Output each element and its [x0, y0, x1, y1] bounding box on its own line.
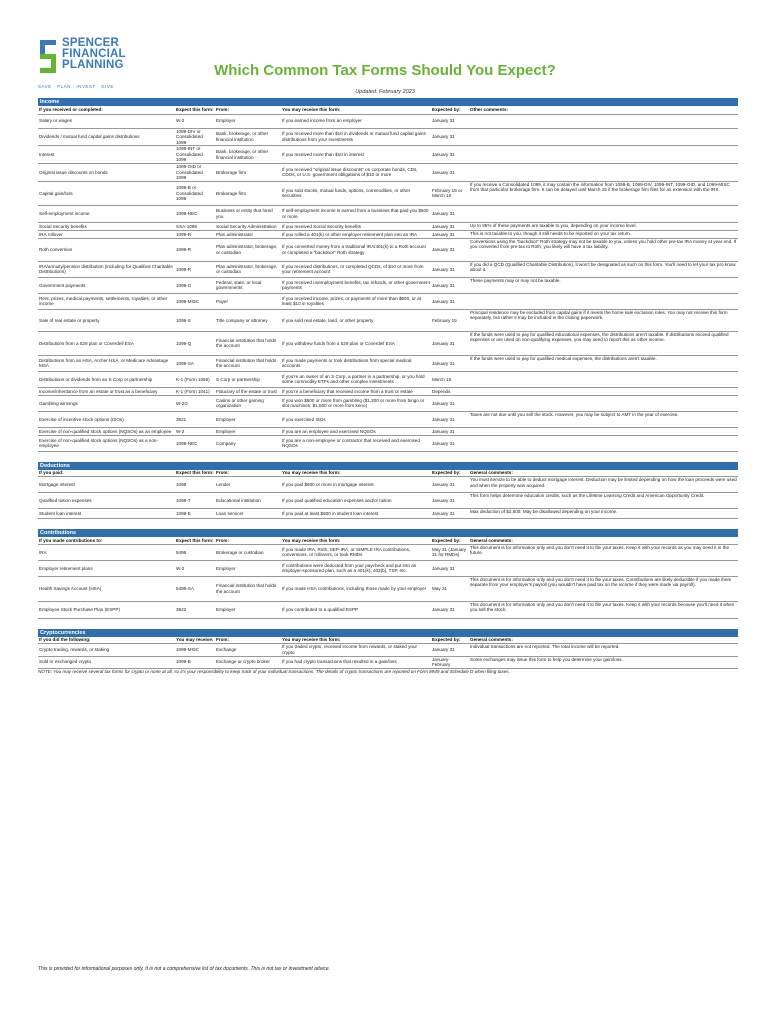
table-cell: If you converted money from a traditional IRA/401(k) to a Roth account or completed a "backdoor" Roth strategy [281, 238, 431, 261]
table-cell: 1099-DIV or Consolidated 1099 [175, 128, 215, 146]
table-cell: 1099-R [175, 261, 215, 277]
table-cell: January 31 [431, 395, 469, 411]
column-header: If you made contributions to: [38, 537, 175, 544]
table-row [38, 238, 738, 261]
table-cell: January 31 [431, 261, 469, 277]
table-cell: Employer retirement plans [38, 560, 175, 576]
column-header: General comments: [469, 537, 738, 544]
column-header: From: [215, 537, 281, 544]
table-cell [469, 205, 738, 222]
table-cell: January 31 [431, 601, 469, 618]
table-cell: If you did a QCD (Qualified Charitable Distribution), it won't be designated as such on this form. You'll need to let your tax pro know about it. [469, 261, 738, 277]
table-cell: If you had crypto transactions that resulted in a gain/loss [281, 656, 431, 668]
table-row [38, 435, 738, 451]
table-cell: Brokerage or custodian [215, 544, 281, 560]
table-cell: Crypto trading, rewards, or staking [38, 644, 175, 656]
table-cell: Employer [215, 411, 281, 427]
table-cell: Taxes are not due until you sell the stock. However, you may be subject to AMT in the year of exercise. [469, 411, 738, 427]
table-cell: January 31 [431, 114, 469, 128]
table-cell: 3921 [175, 411, 215, 427]
logo-line-2: FINANCIAL [62, 48, 126, 60]
table-cell: IRA rollover [38, 230, 175, 238]
table-cell: January 31 [431, 222, 469, 230]
table-header-row [38, 106, 738, 114]
table-cell: Sold or exchanged crypto [38, 656, 175, 668]
table-cell: This form helps determine education credits, such as the Lifetime Learning Credit and American Opportunity Credit. [469, 493, 738, 509]
table-cell: W-2 [175, 114, 215, 128]
table-row [38, 261, 738, 277]
table-cell: Financial institution that holds the account [215, 576, 281, 601]
table-cell: Payer [215, 293, 281, 309]
logo-line-3: PLANNING [62, 59, 124, 71]
table-cell: If you received distributions, or completed QCDs, of $10 or more from your retirement account [281, 261, 431, 277]
table-cell: You must itemize to be able to deduct mortgage interest. Deduction may be limited depending on how the loan proceeds were used and when the property was acquired. [469, 477, 738, 493]
table-cell: Title company or attorney [215, 309, 281, 331]
table-cell: January 31 [431, 560, 469, 576]
table-cell: January 31 [431, 355, 469, 371]
column-header: Expect this form: [175, 106, 215, 114]
section-income-title: Income [38, 98, 738, 106]
table-cell: Fiduciary of the estate or trust [215, 387, 281, 395]
table-cell: Rent, prizes, medical payments, settlements, royalties, or other income [38, 293, 175, 309]
table-cell: Gambling winnings [38, 395, 175, 411]
table-cell: Exchange [215, 644, 281, 656]
table-cell [469, 164, 738, 182]
table-cell: This document is for information only and you don't need it to file your taxes. Keep it with your records as you may need it in the future. [469, 544, 738, 560]
table-row [38, 331, 738, 355]
table-cell: These payments may or may not be taxable. [469, 277, 738, 293]
table-cell: Principal residence may be excluded from capital gains if it meets the home sale exclusion rules. You may not receive this form separately, but rather it may be included in the closing paperwork. [469, 309, 738, 331]
deductions-table [38, 470, 738, 520]
column-header: Expect this form: [176, 470, 214, 476]
table-cell: Social Security Administration [215, 222, 281, 230]
logo-line-1: SPENCER [62, 37, 119, 49]
table-cell: Exercise of incentive stock options (ISOs) [38, 411, 175, 427]
table-cell: If you received more than $10 in dividends or mutual fund capital gains distributions from your investments [281, 128, 431, 146]
table-cell [469, 293, 738, 309]
table-cell: K-1 (Form 1041) [175, 387, 215, 395]
table-cell: If you sold stocks, mutual funds, options, commodities, or other securities [281, 181, 431, 205]
table-cell: Government payments [38, 277, 175, 293]
table-cell: February 15 [431, 309, 469, 331]
table-cell: Bank, brokerage, or other financial institution [215, 146, 281, 164]
table-cell: If you won $600 or more from gambling ($1,200 or more from bingo or slot machines; $1,500 or more from keno) [281, 395, 431, 411]
table-cell [469, 435, 738, 451]
table-cell: 5498 [175, 544, 215, 560]
table-cell: If you made payments or took distributions from special medical accounts [281, 355, 431, 371]
table-cell: Dividends / mutual fund capital gains distributions [38, 128, 175, 146]
table-cell: March 15 [431, 371, 469, 387]
table-cell: Mortgage interest [38, 477, 175, 493]
table-cell: 1099-NEC [175, 205, 215, 222]
column-header: You may receive this form: [281, 470, 431, 477]
column-header: From: [215, 106, 281, 114]
table-cell: If you exercised ISOs [281, 411, 431, 427]
table-cell: Plan administrator, brokerage, or custodian [215, 261, 281, 277]
section-contributions-title: Contributions [38, 529, 738, 537]
column-header: You may receive: [176, 637, 214, 643]
table-cell: Health Savings Account (HSA) [38, 576, 175, 601]
table-row [38, 601, 738, 618]
table-cell: Qualified tuition expenses [38, 493, 175, 509]
table-cell: 1098 [175, 477, 215, 493]
table-cell: Brokerage firm [215, 181, 281, 205]
table-cell: January 31 [431, 277, 469, 293]
table-row [38, 128, 738, 146]
table-cell: Employer [215, 114, 281, 128]
table-cell: If you receive a Consolidated 1099, it may contain the information from 1099-B, 1099-DIV, 1099-INT, 1099-OID, and 1099-MISC from that particular brokerage firm. It can be delayed until March 15 if the brokerage firm files for an extension with the IRS. [469, 181, 738, 205]
table-cell: If the funds were used to pay for qualified educational expenses, the distributions aren't taxable. If distributions exceed qualified expenses or are used on non-qualifying expenses, you may need to report this as other income. [469, 331, 738, 355]
table-cell [469, 371, 738, 387]
tax-forms-document [38, 98, 738, 675]
table-row [38, 560, 738, 576]
column-header: Other comments: [469, 106, 738, 114]
table-cell: 1099-S [175, 309, 215, 331]
table-cell: January-February [431, 656, 469, 668]
table-cell: K-1 (Form 1065) [175, 371, 215, 387]
table-cell: 1099-R [175, 230, 215, 238]
table-cell: 3922 [175, 601, 215, 618]
table-cell: Distributions or dividends from an S Corp or partnership [38, 371, 175, 387]
table-cell: 1098-E [175, 509, 215, 519]
table-cell: Employer [215, 427, 281, 435]
table-cell: 1099-MISC [175, 293, 215, 309]
column-header: General comments: [469, 637, 738, 644]
table-cell: Up to 85% of these payments are taxable to you, depending on your income level. [469, 222, 738, 230]
column-header: Expected by: [431, 637, 469, 644]
table-cell: Loan servicer [215, 509, 281, 519]
table-cell: Distributions from an HSA, Archer HSA, or Medicare Advantage MSA [38, 355, 175, 371]
table-cell: Exchange or crypto broker [215, 656, 281, 668]
table-cell: If you traded crypto, received income from rewards, or staked your crypto [281, 644, 431, 656]
table-cell: January 31 [431, 435, 469, 451]
crypto-note: NOTE: You may receive several tax forms for crypto or none at all, so it's your responsibility to keep track of your individual transactions. The details of crypto transactions are reported on Form 8949 and Schedule D when filing taxes. [38, 668, 510, 674]
table-cell: May 31 (January 31 for RMDs) [431, 544, 469, 560]
table-cell: January 31 [431, 509, 469, 519]
table-cell: Brokerage firm [215, 164, 281, 182]
table-cell: IRA/annuity/pension distribution (including for Qualified Charitable Distributions) [38, 261, 175, 277]
table-cell: January 31 [431, 164, 469, 182]
table-cell: February 15 or March 15 [431, 181, 469, 205]
table-cell: Distributions from a 529 plan or Coverdell ESA [38, 331, 175, 355]
table-row [38, 395, 738, 411]
table-cell: January 31 [431, 205, 469, 222]
disclaimer-footer: This is provided for informational purposes only. It is not a comprehensive list of tax documents. This is not tax or investment advice. [38, 966, 330, 972]
table-cell [469, 128, 738, 146]
table-row [38, 181, 738, 205]
table-cell: Individual transactions are not reported. The total income will be reported. [469, 644, 738, 656]
page-title: Which Common Tax Forms Should You Expect? [214, 62, 556, 79]
table-row [38, 277, 738, 293]
table-cell: Self-employment income [38, 205, 175, 222]
table-cell: SSA-1099 [175, 222, 215, 230]
table-cell: 1099-B [175, 656, 215, 668]
table-cell: Interest [38, 146, 175, 164]
table-cell [469, 427, 738, 435]
table-cell: If you're a beneficiary that received income from a trust or estate [281, 387, 431, 395]
table-cell: Financial institution that holds the account [215, 355, 281, 371]
table-cell: 1099-B or Consolidated 1099 [175, 181, 215, 205]
table-cell: Employer [215, 601, 281, 618]
table-cell: If you contributed to a qualified ESPP [281, 601, 431, 618]
table-cell: S Corp or partnership [215, 371, 281, 387]
table-cell: Employee Stock Purchase Plan (ESPP) [38, 601, 175, 618]
table-cell: IRA [38, 544, 175, 560]
column-header: Expected by: [431, 537, 469, 544]
table-cell: If you are an employee and exercised NQSOs [281, 427, 431, 435]
income-table [38, 106, 738, 452]
table-header-row [38, 470, 738, 477]
column-header: From: [215, 470, 281, 477]
table-cell: This is not taxable to you, though it still needs to be reported on your tax return. [469, 230, 738, 238]
table-cell: Some exchanges may issue this form to help you determine your gain/loss. [469, 656, 738, 668]
column-header: If you received or completed: [38, 106, 175, 114]
table-cell: January 31 [431, 293, 469, 309]
table-row [38, 411, 738, 427]
column-header: Expected by: [431, 106, 469, 114]
column-header: If you did the following: [38, 637, 175, 644]
table-cell: January 31 [431, 238, 469, 261]
table-cell: 1099-G [175, 277, 215, 293]
table-header-row [38, 637, 738, 644]
table-row [38, 544, 738, 560]
table-cell [469, 114, 738, 128]
table-cell: 1099-INT or Consolidated 1099 [175, 146, 215, 164]
table-cell: January 31 [431, 644, 469, 656]
table-row [38, 576, 738, 601]
table-cell: If contributions were deducted from your paycheck and put into an employer-sponsored plan, such as a 401(k), 403(b), TSP, etc. [281, 560, 431, 576]
table-cell: 1098-T [175, 493, 215, 509]
table-cell: Salary or wages [38, 114, 175, 128]
column-header: You may receive this form: [281, 537, 431, 544]
table-row [38, 644, 738, 656]
table-cell: Original issue discounts on bonds [38, 164, 175, 182]
table-cell: Roth conversion [38, 238, 175, 261]
table-cell: Educational institution [215, 493, 281, 509]
table-cell: January 31 [431, 230, 469, 238]
table-row [38, 387, 738, 395]
table-row [38, 477, 738, 493]
column-header: You may receive this form: [281, 106, 431, 114]
table-cell: January 31 [431, 493, 469, 509]
table-cell: 1099-OID or Consolidated 1099 [175, 164, 215, 182]
table-cell: If you paid $600 or more in mortgage interest [281, 477, 431, 493]
section-crypto-title: Cryptocurrencies [38, 629, 738, 637]
table-cell: 1099-Q [175, 331, 215, 355]
column-header: General comments: [469, 470, 738, 477]
table-cell: If you're an owner of an S Corp, a partner in a partnership, or you hold some commodity ETFs and other complex investments [281, 371, 431, 387]
table-cell: Depends [431, 387, 469, 395]
table-cell: Conversions using the "backdoor" Roth strategy may not be taxable to you, unless you hold other pre-tax IRA money at year end. If you converted from pre-tax to Roth, you likely will have a tax liability. [469, 238, 738, 261]
table-cell: May 31 [431, 576, 469, 601]
table-row [38, 222, 738, 230]
table-cell [469, 387, 738, 395]
table-cell: January 31 [431, 331, 469, 355]
table-row [38, 293, 738, 309]
table-cell: If you made IRA, Roth, SEP-IRA, or SIMPLE IRA contributions, conversions, or rollovers, or took RMDs [281, 544, 431, 560]
table-cell: If you paid qualified education expenses and/or tuition [281, 493, 431, 509]
table-cell: If you are a non-employee or contractor that received and exercised NQSOs [281, 435, 431, 451]
table-cell: Sale of real estate or property [38, 309, 175, 331]
logo-tagline: SAVE · PLAN · INVEST · GIVE [38, 84, 114, 89]
table-cell: 1099-SA [175, 355, 215, 371]
contributions-table [38, 537, 738, 619]
crypto-table [38, 637, 738, 669]
table-cell: If you sold real estate, land, or other property [281, 309, 431, 331]
table-cell: This document is for information only and you don't need it to file your taxes. Contributions are likely deductible if you made them separate from your employer's payroll (you wouldn't have paid tax on the income if they were made via payroll). [469, 576, 738, 601]
table-cell: Exercise of non-qualified stock options (NQSOs) as an employee [38, 427, 175, 435]
table-cell: January 31 [431, 146, 469, 164]
table-cell: January 31 [431, 411, 469, 427]
table-cell: Financial institution that holds the account [215, 331, 281, 355]
table-cell: Casino or other gaming organization [215, 395, 281, 411]
table-cell: Lender [215, 477, 281, 493]
table-cell: If you earned income from an employer [281, 114, 431, 128]
table-cell: Employer [215, 560, 281, 576]
table-row [38, 656, 738, 668]
table-cell: Federal, state, or local governments [215, 277, 281, 293]
table-row [38, 114, 738, 128]
table-row [38, 230, 738, 238]
table-row [38, 355, 738, 371]
table-cell [469, 146, 738, 164]
table-cell: 1099-R [175, 238, 215, 261]
table-cell: Income/inheritance from an estate or trust as a beneficiary [38, 387, 175, 395]
table-cell: January 31 [431, 128, 469, 146]
table-cell: Business or entity that hired you [215, 205, 281, 222]
table-cell: W-2G [175, 395, 215, 411]
table-cell: 1099-NEC [175, 435, 215, 451]
table-row [38, 427, 738, 435]
table-cell: If self-employment income is earned from a business that paid you $600 or more [281, 205, 431, 222]
table-cell: Exercise of non-qualified stock options (NQSOs) as a non-employee [38, 435, 175, 451]
table-cell: January 31 [431, 427, 469, 435]
table-cell: If the funds were used to pay for qualified medical expenses, the distributions aren't taxable. [469, 355, 738, 371]
table-row [38, 371, 738, 387]
table-cell: January 31 [431, 477, 469, 493]
table-cell: 5498-SA [175, 576, 215, 601]
updated-date: Updated: February 2023 [355, 89, 415, 95]
table-cell: Student loan interest [38, 509, 175, 519]
table-cell: Plan administrator [215, 230, 281, 238]
column-header: Expect this form: [176, 537, 214, 543]
table-cell: Max deduction of $2,500. May be disallowed depending on your income. [469, 509, 738, 519]
table-cell: If you received unemployment benefits, tax refunds, or other government payments [281, 277, 431, 293]
table-cell [469, 395, 738, 411]
table-cell: If you received "original issue discounts" on corporate bonds, CDs, CDOs, or U.S. government obligations of $10 or more [281, 164, 431, 182]
table-cell: W-2 [175, 427, 215, 435]
table-row [38, 205, 738, 222]
table-row [38, 164, 738, 182]
table-cell: If you paid at least $600 in student loan interest [281, 509, 431, 519]
table-cell: This document is for information only and you don't need it to file your taxes. Keep it with your records because you'll need it when you sell the stock. [469, 601, 738, 618]
column-header: From: [215, 637, 281, 644]
section-deductions-title: Deductions [38, 462, 738, 470]
table-cell: Company [215, 435, 281, 451]
table-row [38, 509, 738, 519]
table-row [38, 309, 738, 331]
table-row [38, 493, 738, 509]
table-cell: Plan administrator, brokerage, or custodian [215, 238, 281, 261]
column-header: If you paid: [38, 470, 175, 477]
table-cell: If you withdrew funds from a 529 plan or Coverdell ESA [281, 331, 431, 355]
table-cell: If you received Social Security benefits [281, 222, 431, 230]
table-header-row [38, 537, 738, 544]
table-cell: If you made HSA contributions, including those made by your employer [281, 576, 431, 601]
column-header: You may receive this form: [281, 637, 431, 644]
table-cell: Bank, brokerage, or other financial institution [215, 128, 281, 146]
table-row [38, 146, 738, 164]
table-cell: If you received income, prizes, or payments of more than $600, or at least $10 in royalties [281, 293, 431, 309]
table-cell: 1099-MISC [175, 644, 215, 656]
column-header: Expected by: [431, 470, 469, 477]
table-cell: If you rolled a 401(k) or other employer retirement plan into an IRA [281, 230, 431, 238]
table-cell: W-2 [175, 560, 215, 576]
table-cell [469, 560, 738, 576]
table-cell: Social Security benefits [38, 222, 175, 230]
table-cell: If you received more than $10 in interest [281, 146, 431, 164]
table-cell: Capital gain/loss [38, 181, 175, 205]
